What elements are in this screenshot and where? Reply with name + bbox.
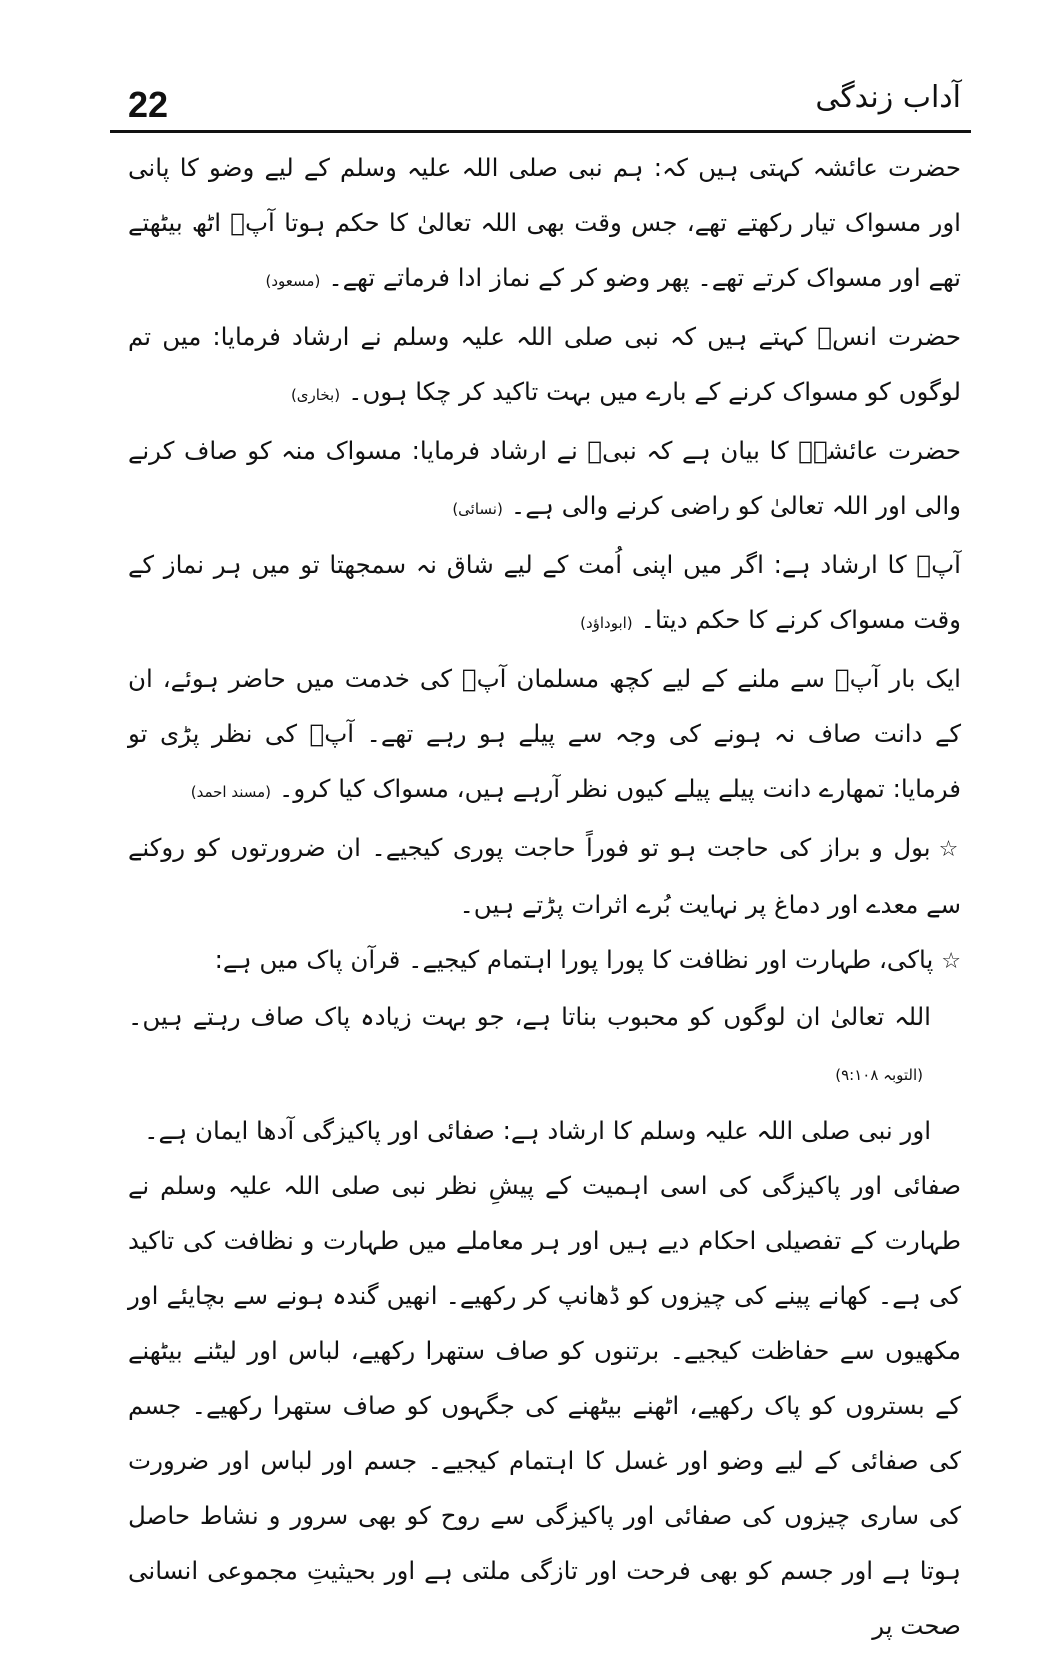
paragraph: حضرت عائشہ کہتی ہیں کہ: ہم نبی صلی اللہ علیہ وسلم کے لیے وضو کا پانی اور مسواک تیار رکھتے تھے، جس وقت بھی اللہ تعالیٰ کا حکم ہوتا آپؐ اٹھ بیٹھتے تھے اور مسواک کرتے تھے۔ پھر وضو کر کے نماز ادا فرماتے تھے۔(مسعود) <box>128 153 961 292</box>
running-title: آداب زندگی <box>815 80 961 115</box>
paragraph: ایک بار آپؐ سے ملنے کے لیے کچھ مسلمان آپؐ کی خدمت میں حاضر ہوئے، ان کے دانت صاف نہ ہونے کی وجہ سے پیلے ہو رہے تھے۔ آپؐ کی نظر پڑی تو فرمایا: تمھارے دانت پیلے پیلے کیوں نظر آرہے ہیں، مسواک کیا کرو۔(مسند احمد) <box>128 664 961 803</box>
hadith-quote: اور نبی صلی اللہ علیہ وسلم کا ارشاد ہے: صفائی اور پاکیزگی آدھا ایمان ہے۔ <box>144 1116 931 1145</box>
citation: (مسند احمد) <box>190 783 272 801</box>
page-number: 22 <box>128 84 169 125</box>
citation: (مسعود) <box>265 272 321 290</box>
header-rule <box>110 130 971 133</box>
citation: (بخاری) <box>290 386 341 404</box>
quran-quote: اللہ تعالیٰ ان لوگوں کو محبوب بناتا ہے، جو بہت زیادہ پاک صاف رہتے ہیں۔(التوبہ ۹:۱۰۸) <box>128 1002 931 1084</box>
star-icon: ☆ <box>938 837 961 862</box>
citation: (ابوداؤد) <box>580 614 633 632</box>
paragraph: حضرت انسؓ کہتے ہیں کہ نبی صلی اللہ علیہ وسلم نے ارشاد فرمایا: میں تم لوگوں کو مسواک کرنے کے بارے میں بہت تاکید کر چکا ہوں۔(بخاری) <box>128 322 961 406</box>
citation: (التوبہ ۹:۱۰۸) <box>835 1066 923 1084</box>
star-icon: ☆ <box>941 949 961 974</box>
page-body <box>128 140 961 1653</box>
bullet-paragraph: ☆بول و براز کی حاجت ہو تو فوراً حاجت پوری کیجیے۔ ان ضرورتوں کو روکنے سے معدے اور دماغ پر نہایت بُرے اثرات پڑتے ہیں۔ <box>128 833 961 919</box>
paragraph: حضرت عائشہؓ کا بیان ہے کہ نبیؐ نے ارشاد فرمایا: مسواک منہ کو صاف کرنے والی اور اللہ تعالیٰ کو راضی کرنے والی ہے۔(نسائی) <box>128 436 961 520</box>
bullet-paragraph: ☆پاکی، طہارت اور نظافت کا پورا پورا اہتمام کیجیے۔ قرآن پاک میں ہے: <box>214 945 961 974</box>
citation: (نسائی) <box>452 500 503 518</box>
paragraph: آپؐ کا ارشاد ہے: اگر میں اپنی اُمت کے لیے شاق نہ سمجھتا تو میں ہر نماز کے وقت مسواک کرنے کا حکم دیتا۔(ابوداؤد) <box>128 550 961 634</box>
paragraph: صفائی اور پاکیزگی کی اسی اہمیت کے پیشِ نظر نبی صلی اللہ علیہ وسلم نے طہارت کے تفصیلی احکام دیے ہیں اور ہر معاملے میں طہارت و نظافت کی تاکید کی ہے۔ کھانے پینے کی چیزوں کو ڈھانپ کر رکھیے۔ انھیں گندہ ہونے سے بچایئے اور مکھیوں سے حفاظت کیجیے۔ برتنوں کو صاف ستھرا رکھیے، لباس اور لیٹنے بیٹھنے کے بستروں کو پاک رکھیے، اٹھنے بیٹھنے کی جگہوں کو صاف ستھرا رکھیے۔ جسم کی صفائی کے لیے وضو اور غسل کا اہتمام کیجیے۔ جسم اور لباس اور ضرورت کی ساری چیزوں کی صفائی اور پاکیزگی سے روح کو بھی سرور و نشاط حاصل ہوتا ہے اور جسم کو بھی فرحت اور تازگی ملتی ہے اور بحیثیتِ مجموعی انسانی صحت پر <box>128 1171 961 1640</box>
